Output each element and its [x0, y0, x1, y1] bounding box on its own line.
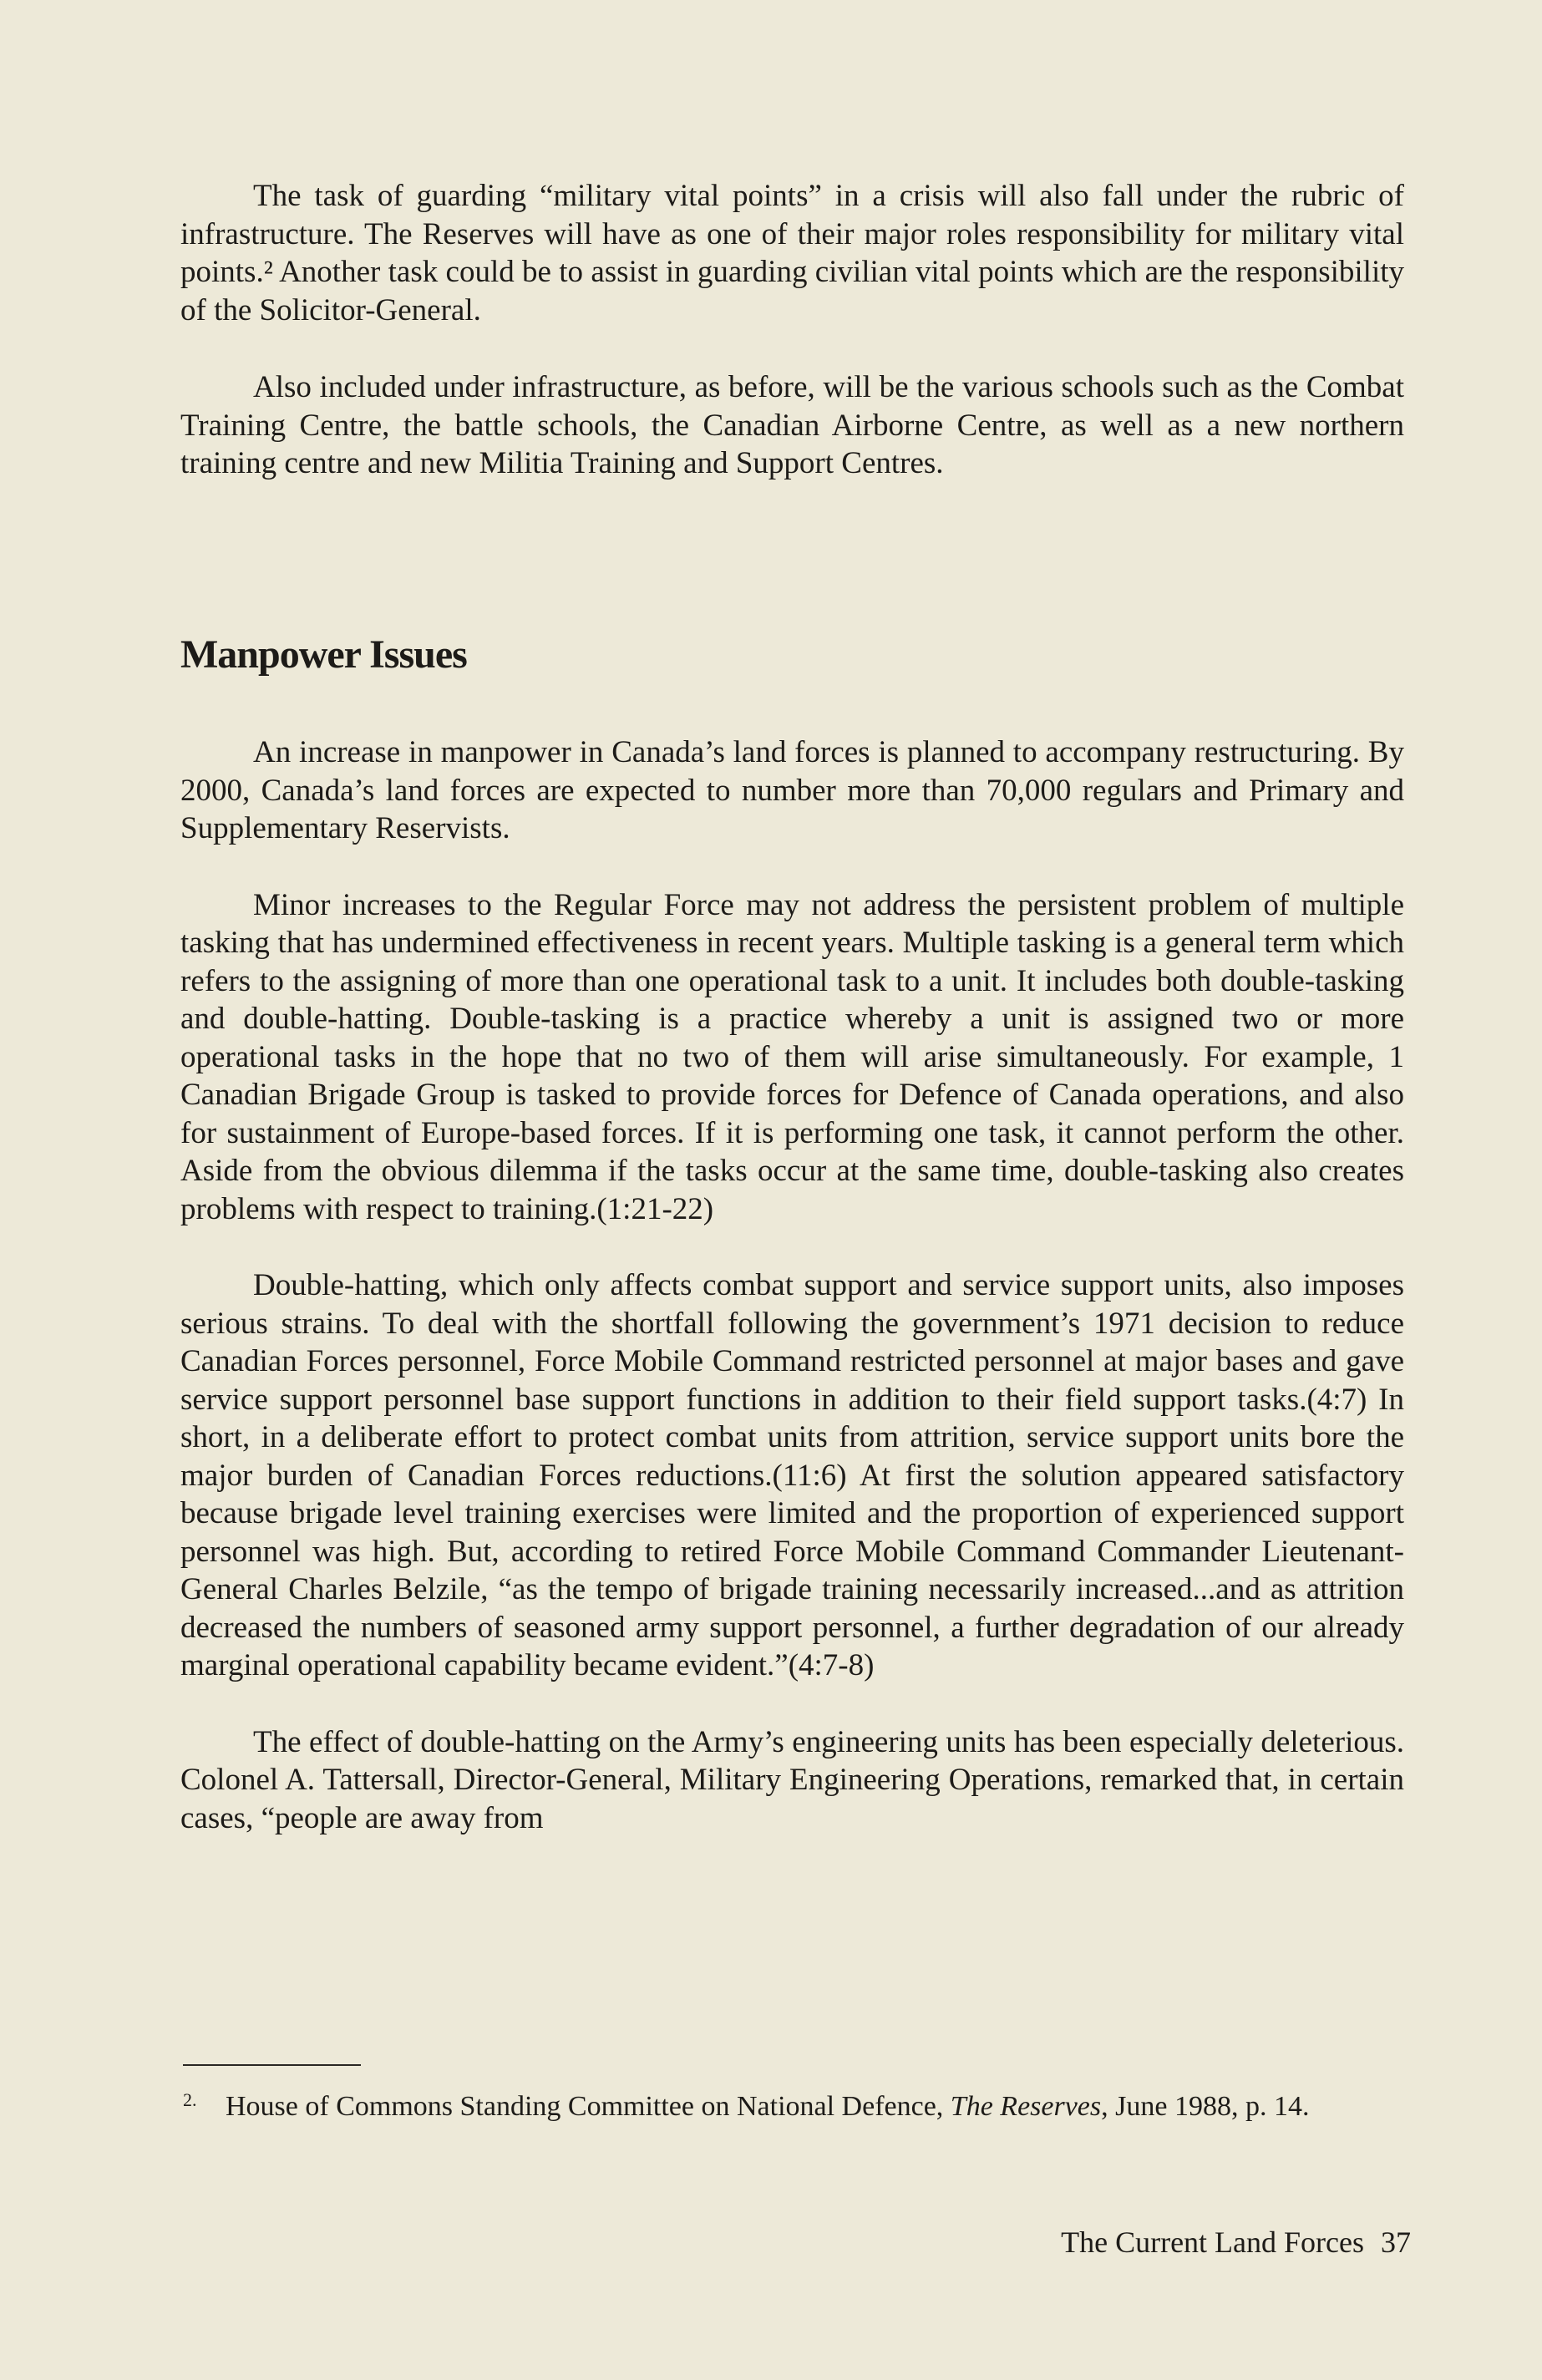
- paragraph-multiple-tasking: Minor increases to the Regular Force may not address the persistent problem of multiple tasking that has undermined effectiveness in recent years. Multiple tasking is a general term which refers to the assigning of more than one operational task to a unit. It includes both double-tasking and double-hatting. Double-tasking is a practice whereby a unit is assigned two or more operational tasks in the hope that no two of them will arise simultaneously. For example, 1 Canadian Brigade Group is tasked to provide forces for Defence of Canada operations, and also for sustainment of Europe-based forces. If it is performing one task, it cannot perform the other. Aside from the obvious dilemma if the tasks occur at the same time, double-tasking also creates problems with respect to training.(1:21-22): [180, 887, 1404, 1226]
- paragraph-schools: Also included under infrastructure, as before, will be the various schools such as the Combat Training Centre, the battle schools, the Canadian Airborne Centre, as well as a new northern training centre and new Militia Training and Support Centres.: [180, 370, 1404, 480]
- footnote-text-after: , June 1988, p. 14.: [1101, 2091, 1310, 2122]
- paragraph-engineering-units: The effect of double-hatting on the Army’s engineering units has been especially deleterious. Colonel A. Tattersall, Director-General, Military Engineering Operations, remarked that, in certain cases, “people are away from: [180, 1724, 1404, 1835]
- footnote: [183, 2088, 1404, 2124]
- paragraph-double-hatting: Double-hatting, which only affects combat support and service support units, also imposes serious strains. To deal with the shortfall following the government’s 1971 decision to reduce Canadian Forces personnel, Force Mobile Command restricted personnel at major bases and gave service support personnel base support functions in addition to their field support tasks.(4:7) In short, in a deliberate effort to protect combat units from attrition, service support units bore the major burden of Canadian Forces reductions.(11:6) At first the solution appeared satisfactory because brigade level training exercises were limited and the proportion of experienced support personnel was high. But, according to retired Force Mobile Command Commander Lieutenant-General Charles Belzile, “as the tempo of brigade training necessarily increased...and as attrition decreased the numbers of seasoned army support personnel, a further degradation of our already marginal operational capability became evident.”(4:7-8): [180, 1268, 1404, 1682]
- footnote-title: The Reserves: [950, 2091, 1102, 2122]
- paragraph-vital-points: The task of guarding “military vital points” in a crisis will also fall under the rubric of infrastructure. The Reserves will have as one of their major roles responsibility for military vital points.² Another task could be to assist in guarding civilian vital points which are the responsibility of the Solicitor-General.: [180, 179, 1404, 327]
- footnote-text-before: House of Commons Standing Committee on National Defence,: [226, 2091, 951, 2122]
- footnote-text: [226, 2088, 1404, 2124]
- page-number: 37: [1381, 2225, 1411, 2259]
- section-heading-manpower: Manpower Issues: [180, 632, 467, 677]
- footnote-divider: [183, 2064, 361, 2066]
- footnote-number: 2.: [183, 2089, 197, 2110]
- running-footer: [1061, 2224, 1411, 2261]
- paragraph-manpower-increase: An increase in manpower in Canada’s land forces is planned to accompany restructuring. By 2000, Canada’s land forces are expected to number more than 70,000 regulars and Primary and Supplementary Reservists.: [180, 735, 1404, 845]
- body-text-top: [180, 177, 1404, 483]
- running-footer-title: The Current Land Forces: [1061, 2225, 1364, 2259]
- body-text-bottom: [180, 733, 1404, 1837]
